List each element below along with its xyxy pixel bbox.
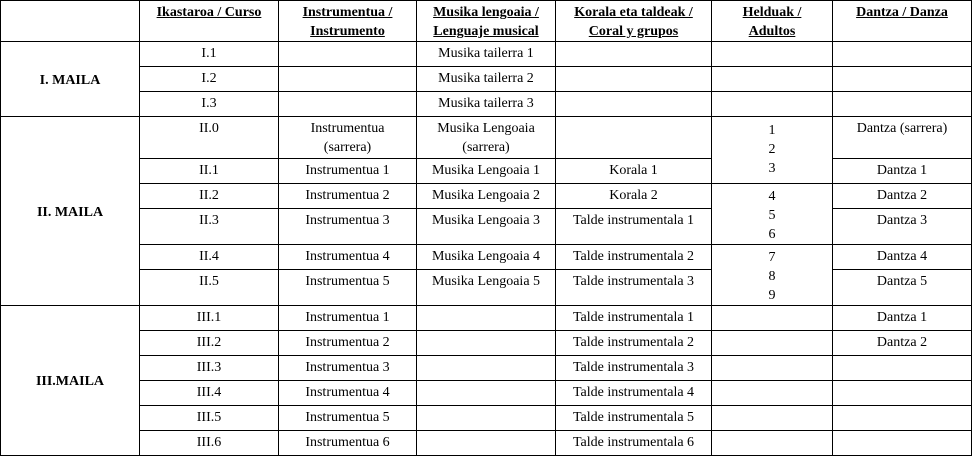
course-cell: I.1: [140, 42, 279, 67]
music-cell: Musika Lengoaia 3: [417, 209, 556, 245]
course-cell: II.0: [140, 117, 279, 159]
music-cell: [417, 431, 556, 456]
dance-cell: [833, 381, 972, 406]
dance-cell: [833, 356, 972, 381]
table-row: [1, 406, 972, 431]
instrument-cell: Instrumentua 5: [279, 270, 417, 306]
header-instrument-line1: Instrumentua /: [302, 5, 393, 20]
adults-value: 6: [768, 227, 776, 242]
course-cell: II.1: [140, 159, 279, 184]
dance-cell: [833, 42, 972, 67]
table-row: [1, 245, 972, 270]
table-row: [1, 431, 972, 456]
choir-cell: Talde instrumentala 3: [556, 356, 712, 381]
instrument-cell: Instrumentua 1: [279, 159, 417, 184]
table-row: [1, 92, 972, 117]
music-cell: Musika tailerra 3: [417, 92, 556, 117]
music-cell: Musika Lengoaia 4: [417, 245, 556, 270]
choir-cell: [556, 42, 712, 67]
choir-cell: Talde instrumentala 3: [556, 270, 712, 306]
dance-cell: Dantza 5: [833, 270, 972, 306]
instrument-cell: Instrumentua 2: [279, 331, 417, 356]
header-choir-line2: Coral y grupos: [588, 24, 679, 39]
course-cell: III.4: [140, 381, 279, 406]
table-row: [1, 331, 972, 356]
choir-cell: Talde instrumentala 2: [556, 331, 712, 356]
course-cell: III.1: [140, 306, 279, 331]
adults-value: 5: [768, 208, 776, 223]
header-choir-line1: Korala eta taldeak /: [574, 5, 693, 20]
choir-cell: Korala 1: [556, 159, 712, 184]
music-cell: [417, 406, 556, 431]
adults-value: 1: [768, 123, 776, 138]
instrument-cell: Instrumentua 4: [279, 381, 417, 406]
choir-cell: Talde instrumentala 6: [556, 431, 712, 456]
music-line2: (sarrera): [462, 140, 510, 155]
adults-value: 3: [768, 161, 776, 176]
instrument-cell: [279, 42, 417, 67]
instrument-cell: Instrumentua 3: [279, 209, 417, 245]
course-cell: III.6: [140, 431, 279, 456]
adults-cell: [712, 406, 833, 431]
header-music-line2: Lenguaje musical: [433, 24, 539, 39]
table-row: [1, 381, 972, 406]
adults-cell: [712, 331, 833, 356]
adults-cell: [712, 42, 833, 67]
header-choir: [556, 1, 712, 42]
instrument-cell: Instrumentua 5: [279, 406, 417, 431]
adults-cell: [712, 381, 833, 406]
header-course: Ikastaroa / Curso: [140, 1, 279, 42]
choir-cell: Talde instrumentala 5: [556, 406, 712, 431]
adults-cell: [712, 67, 833, 92]
instrument-cell: [279, 117, 417, 159]
choir-cell: [556, 117, 712, 159]
adults-value: 8: [768, 269, 776, 284]
table-row: [1, 356, 972, 381]
level-label: I. MAILA: [1, 42, 140, 117]
instrument-cell: Instrumentua 6: [279, 431, 417, 456]
header-music-language: [417, 1, 556, 42]
header-level: [1, 1, 140, 42]
header-adults-line1: Helduak /: [742, 5, 802, 20]
header-adults: [712, 1, 833, 42]
instrument-cell: [279, 67, 417, 92]
header-row: [1, 1, 972, 42]
header-music-line1: Musika lengoaia /: [433, 5, 539, 20]
dance-cell: Dantza 2: [833, 331, 972, 356]
dance-cell: Dantza 1: [833, 306, 972, 331]
table-row: [1, 42, 972, 67]
music-cell: Musika Lengoaia 2: [417, 184, 556, 209]
adults-cell: [712, 92, 833, 117]
dance-cell: Dantza 4: [833, 245, 972, 270]
music-cell: [417, 356, 556, 381]
course-cell: II.5: [140, 270, 279, 306]
dance-cell: Dantza 1: [833, 159, 972, 184]
course-cell: II.2: [140, 184, 279, 209]
header-instrument-line2: Instrumento: [310, 24, 385, 39]
music-cell: Musika Lengoaia 1: [417, 159, 556, 184]
adults-value: 7: [768, 250, 776, 265]
music-cell: Musika tailerra 2: [417, 67, 556, 92]
instrument-cell: Instrumentua 1: [279, 306, 417, 331]
instrument-cell: [279, 92, 417, 117]
header-adults-line2: Adultos: [748, 24, 796, 39]
music-cell: [417, 117, 556, 159]
music-line1: Musika Lengoaia: [437, 121, 535, 136]
choir-cell: Talde instrumentala 1: [556, 306, 712, 331]
music-cell: [417, 306, 556, 331]
table-row: [1, 67, 972, 92]
level-label: II. MAILA: [1, 117, 140, 306]
choir-cell: [556, 67, 712, 92]
course-cell: III.2: [140, 331, 279, 356]
instrument-cell: Instrumentua 4: [279, 245, 417, 270]
music-cell: [417, 381, 556, 406]
adults-cell: [712, 117, 833, 184]
instrument-cell: Instrumentua 3: [279, 356, 417, 381]
adults-value: 9: [768, 288, 776, 303]
music-cell: Musika tailerra 1: [417, 42, 556, 67]
course-cell: II.4: [140, 245, 279, 270]
course-cell: III.5: [140, 406, 279, 431]
music-cell: Musika Lengoaia 5: [417, 270, 556, 306]
music-cell: [417, 331, 556, 356]
table-row: [1, 184, 972, 209]
header-instrument: [279, 1, 417, 42]
header-dance: Dantza / Danza: [833, 1, 972, 42]
instrument-line2: (sarrera): [323, 140, 372, 155]
table-row: [1, 117, 972, 159]
dance-cell: [833, 406, 972, 431]
adults-cell: [712, 431, 833, 456]
choir-cell: Talde instrumentala 4: [556, 381, 712, 406]
course-cell: III.3: [140, 356, 279, 381]
dance-cell: [833, 92, 972, 117]
instrument-cell: Instrumentua 2: [279, 184, 417, 209]
instrument-line1: Instrumentua: [310, 121, 385, 136]
choir-cell: [556, 92, 712, 117]
adults-value: 2: [768, 142, 776, 157]
course-cell: I.3: [140, 92, 279, 117]
table-row: [1, 306, 972, 331]
adults-cell: [712, 184, 833, 245]
choir-cell: Korala 2: [556, 184, 712, 209]
dance-cell: Dantza (sarrera): [833, 117, 972, 159]
choir-cell: Talde instrumentala 1: [556, 209, 712, 245]
course-cell: I.2: [140, 67, 279, 92]
choir-cell: Talde instrumentala 2: [556, 245, 712, 270]
adults-cell: [712, 245, 833, 306]
adults-value: 4: [768, 189, 776, 204]
adults-cell: [712, 306, 833, 331]
dance-cell: Dantza 3: [833, 209, 972, 245]
dance-cell: [833, 431, 972, 456]
adults-cell: [712, 356, 833, 381]
dance-cell: Dantza 2: [833, 184, 972, 209]
course-cell: II.3: [140, 209, 279, 245]
dance-cell: [833, 67, 972, 92]
level-label: III.MAILA: [1, 306, 140, 456]
